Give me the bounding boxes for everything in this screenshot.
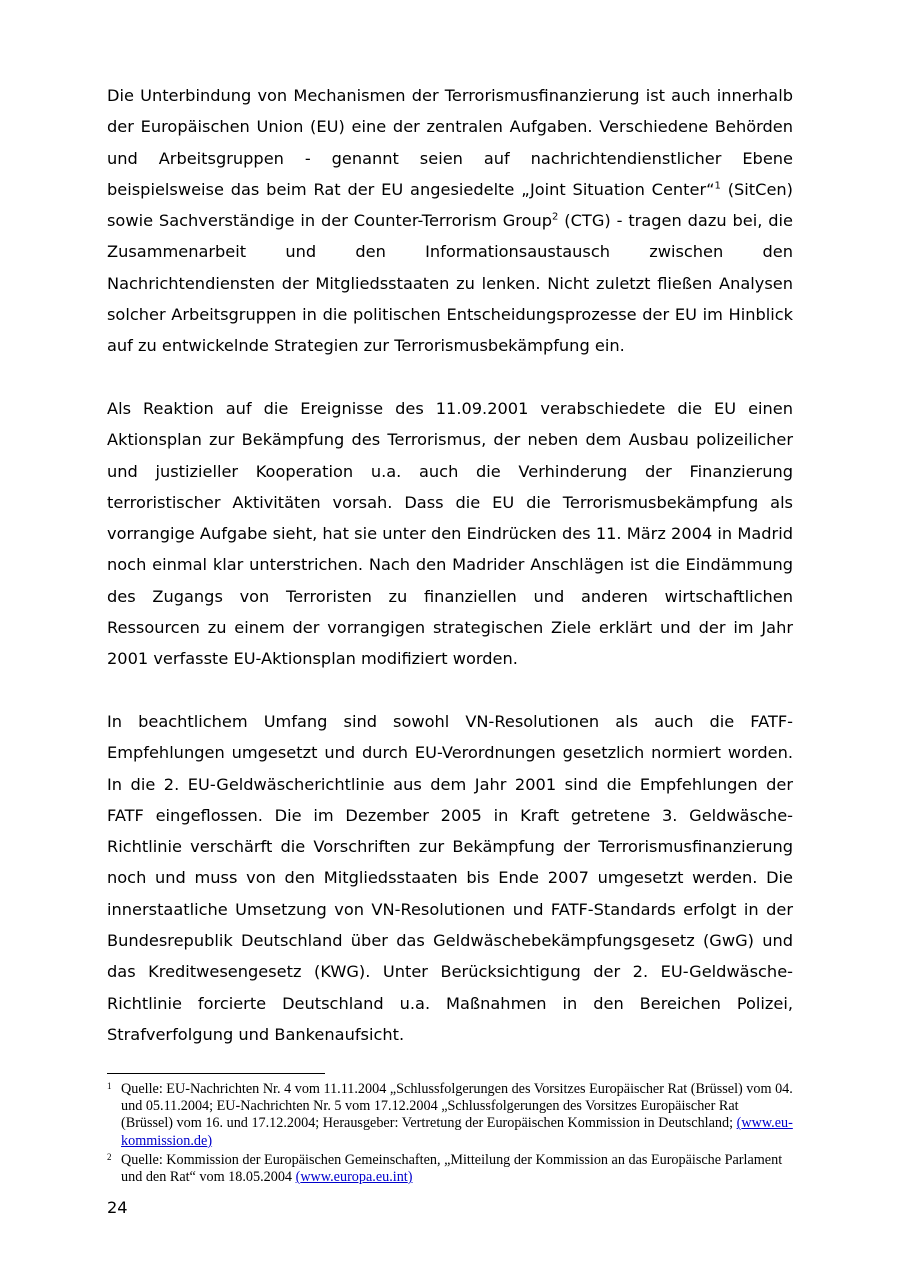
footnote-2-link-open: ( (295, 1169, 301, 1186)
footnote-2-link-text[interactable]: www.europa.eu.int (300, 1169, 408, 1186)
footnote-2-link-close: ) (407, 1169, 413, 1186)
paragraph-2: Als Reaktion auf die Ereignisse des 11.09.2001 verabschiedete die EU einen Aktionsplan zur Bekämpfung des Terrorismus, der neben dem Ausbau polizeilicher und justizieller Kooperation u.a. auch die Verhinderung der Finanzierung terroristischer Aktivitäten vorsah. Dass die EU die Terrorismusbekämpfung als vorrangige Aufgabe sieht, hat sie unter den Eindrücken des 11. März 2004 in Madrid noch einmal klar unterstrichen. Nach den Madrider Anschlägen ist die Eindämmung des Zugangs von Terroristen zu finanziellen und anderen wirtschaftlichen Ressourcen zu einem der vorrangigen strategischen Ziele erklärt und der im Jahr 2001 verfasste EU-Aktionsplan modifiziert worden. (107, 399, 793, 669)
footnote-2-text-block (121, 1152, 793, 1186)
footnote-separator (107, 1073, 325, 1074)
footnote-ref-1[interactable]: 1 (714, 180, 721, 192)
footnote-1-link-open: ( (736, 1115, 742, 1132)
paragraph-1-part-a: Die Unterbindung von Mechanismen der Terrorismusfinanzierung ist auch innerhalb der Europäischen Union (EU) eine der zentralen Aufgaben. Verschiedene Behörden und Arbeitsgruppen - genannt seien auf nachrichtendienstlicher Ebene beispielsweise das beim Rat der EU angesiedelte „Joint Situation Center“ (107, 86, 793, 199)
footnote-1-number: 1 (107, 1081, 112, 1091)
paragraph-3: In beachtlichem Umfang sind sowohl VN-Resolutionen als auch die FATF-Empfehlungen umgesetzt und durch EU-Verordnungen gesetzlich normiert worden. In die 2. EU-Geldwäscherichtlinie aus dem Jahr 2001 sind die Empfehlungen der FATF eingeflossen. Die im Dezember 2005 in Kraft getretene 3. Geldwäsche-Richtlinie verschärft die Vorschriften zur Bekämpfung der Terrorismusfinanzierung noch und muss von den Mitgliedsstaaten bis Ende 2007 umgesetzt werden. Die innerstaatliche Umsetzung von VN-Resolutionen und FATF-Standards erfolgt in der Bundesrepublik Deutschland über das Geldwäschebekämpfungsgesetz (GwG) und das Kreditwesengesetz (KWG). Unter Berücksichtigung der 2. EU-Geldwäsche-Richtlinie forcierte Deutschland u.a. Maßnahmen in den Bereichen Polizei, Strafverfolgung und Bankenaufsicht. (107, 712, 793, 1044)
footnote-2-text: Quelle: Kommission der Europäischen Gemeinschaften, „Mitteilung der Kommission an das Europäische Parlament und den Rat“ vom 18.05.2004 (121, 1152, 783, 1186)
footnote-2-link[interactable] (296, 1169, 413, 1185)
footnote-1-link-close: ) (207, 1132, 213, 1149)
paragraph-1-part-c: (CTG) - tragen dazu bei, die Zusammenarbeit und den Informationsaustausch zwischen den Nachrichtendiensten der Mitgliedsstaaten zu lenken. Nicht zuletzt fließen Analysen solcher Arbeitsgruppen in die politischen Entscheidungsprozesse der EU im Hinblick auf zu entwickelnde Strategien zur Terrorismusbekämpfung ein. (107, 211, 794, 356)
footnote-1-link-text[interactable]: www.eu-kommission.de (121, 1115, 793, 1149)
footnote-1 (107, 1081, 793, 1150)
footnote-1-text: Quelle: EU-Nachrichten Nr. 4 vom 11.11.2004 „Schlussfolgerungen des Vorsitzes Europäischer Rat (Brüssel) vom 04. und 05.11.2004; EU-Nachrichten Nr. 5 vom 17.12.2004 „Schlussfolgerungen des Vorsitzes Europäischer Rat (Brüssel) vom 16. und 17.12.2004; Herausgeber: Vertretung der Europäischen Kommission in Deutschland; (121, 1081, 793, 1132)
paragraph-1 (107, 80, 793, 362)
footnote-ref-2[interactable]: 2 (552, 211, 559, 223)
footnote-2 (107, 1152, 793, 1186)
footnote-2-number: 2 (107, 1152, 112, 1162)
footnote-1-text-block (121, 1081, 793, 1150)
page-number: 24 (107, 1198, 128, 1217)
paragraph-1-part-b: (SitCen) sowie Sachverständige in der Counter-Terrorism Group (107, 179, 793, 231)
